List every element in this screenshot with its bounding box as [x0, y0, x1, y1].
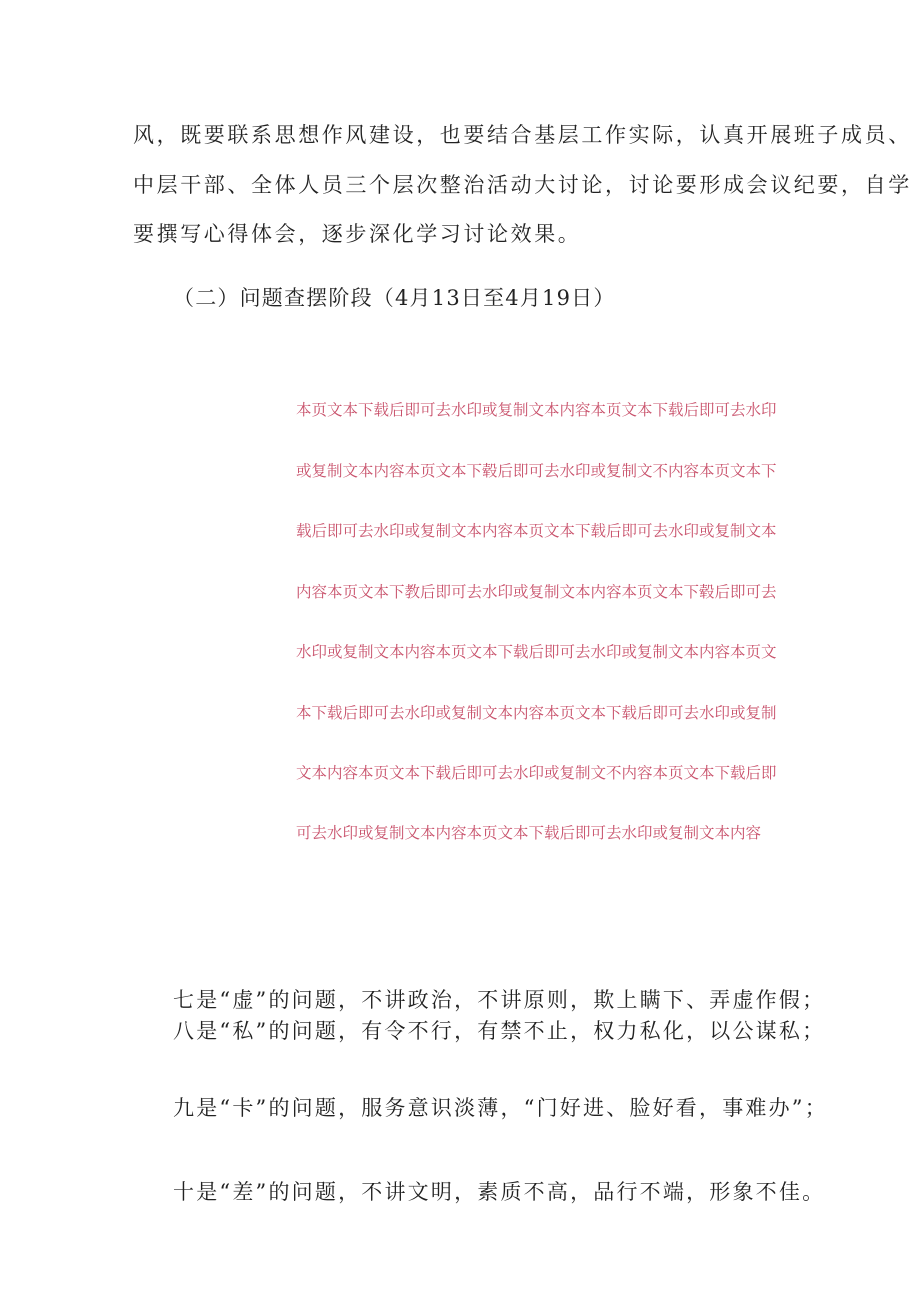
section-heading: （二）问题查摆阶段（4月13日至4月19日）	[173, 286, 616, 310]
problem-item-7: 七是“虚”的问题，不讲政治，不讲原则，欺上瞒下、弄虚作假；	[173, 988, 826, 1012]
watermark-line: 载后即可去水印或复制文本内容本页文本下载后即可去水印或复制文本	[296, 522, 777, 540]
paragraph-line: 中层干部、全体人员三个层次整治活动大讨论，讨论要形成会议纪要，自学	[133, 173, 912, 197]
problem-item-10: 十是“差”的问题，不讲文明，素质不高，品行不端，形象不佳。	[173, 1180, 826, 1204]
watermark-line: 文本内容本页文本下载后即可去水印或复制文不内容本页文本下载后即	[296, 764, 777, 782]
watermark-line: 可去水印或复制文本内容本页文本下载后即可去水印或复制文本内容	[296, 824, 762, 842]
watermark-line: 本下载后即可去水印或复制文本内容本页文本下载后即可去水印或复制	[296, 704, 777, 722]
watermark-line: 内容本页文本下教后即可去水印或复制文本内容本页文本下毂后即可去	[296, 583, 777, 601]
watermark-line: 本页文本下载后即可去水印或复制文本内容本页文本下载后即可去水印	[296, 401, 777, 419]
watermark-line: 水印或复制文本内容本页文本下载后即可去水印或复制文本内容本页文	[296, 643, 777, 661]
paragraph-line: 要撰写心得体会，逐步深化学习讨论效果。	[133, 222, 582, 246]
watermark-line: 或复制文本内容本页文本下毂后即可去水印或复制文不内容本页文本下	[296, 462, 777, 480]
problem-item-8: 八是“私”的问题，有令不行，有禁不止，权力私化，以公谋私；	[173, 1019, 826, 1043]
problem-item-9: 九是“卡”的问题，服务意识淡薄，“门好进、脸好看，事难办”；	[173, 1096, 828, 1120]
paragraph-line: 风，既要联系思想作风建设，也要结合基层工作实际，认真开展班子成员、	[133, 123, 912, 147]
